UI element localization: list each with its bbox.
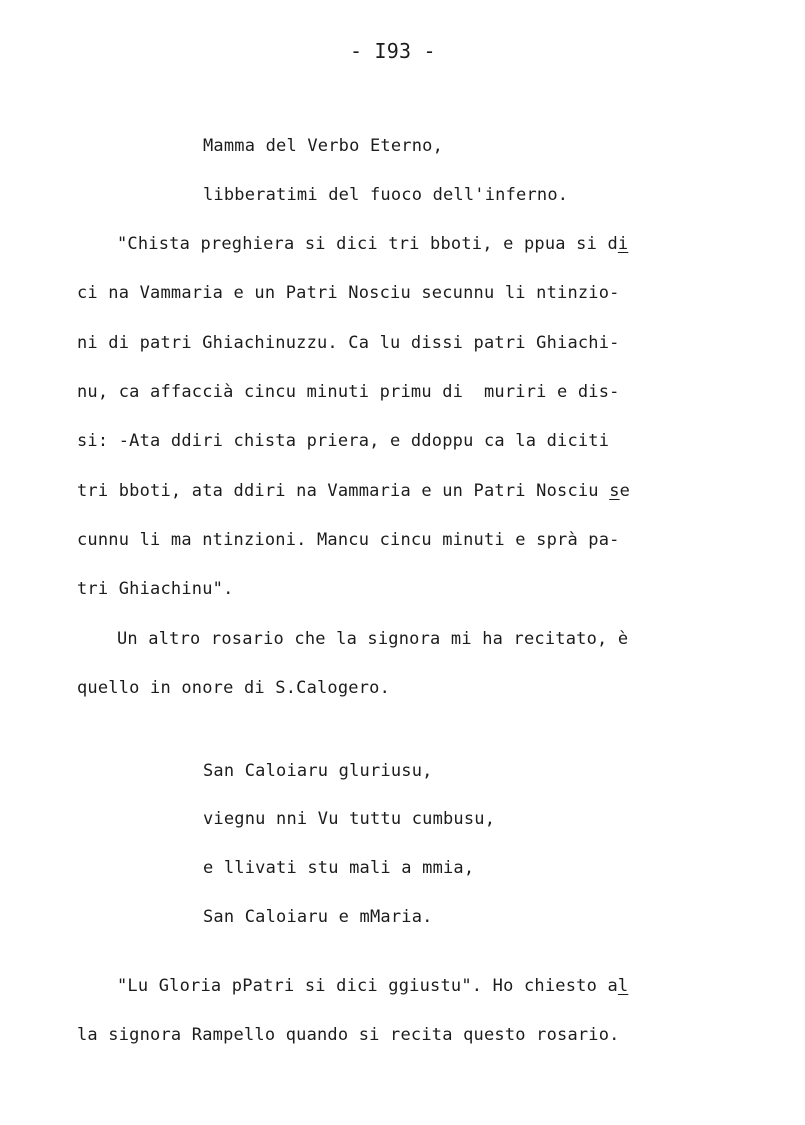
- para1-line-6-underlined: s: [609, 481, 620, 501]
- para1-line-4: nu, ca affaccià cincu minuti primu di muriri e dis-: [77, 382, 620, 402]
- para1-line-7: cunnu li ma ntinzioni. Mancu cincu minuti e sprà pa-: [77, 530, 620, 550]
- verse1-line-1: Mamma del Verbo Eterno,: [203, 136, 444, 156]
- para1-line-1: [117, 233, 628, 255]
- page-number: - I93 -: [350, 39, 436, 63]
- para3-line-1-underlined: l: [617, 976, 629, 996]
- para1-line-3: ni di patri Ghiachinuzzu. Ca lu dissi patri Ghiachi-: [77, 333, 620, 353]
- verse2-line-4: San Caloiaru e mMaria.: [203, 907, 433, 927]
- para1-line-1-underlined: i: [617, 234, 629, 254]
- para1-line-2: ci na Vammaria e un Patri Nosciu secunnu li ntinzio-: [77, 283, 620, 303]
- para3-line-2: la signora Rampello quando si recita questo rosario.: [77, 1025, 620, 1045]
- para3-line-1-text: "Lu Gloria pPatri si dici ggiustu". Ho chiesto a: [117, 976, 618, 996]
- para1-line-6-text: tri bboti, ata ddiri na Vammaria e un Patri Nosciu: [77, 481, 610, 501]
- para3-line-1: [117, 975, 628, 997]
- para1-line-6: [77, 480, 630, 502]
- para1-line-6-end: e: [619, 481, 631, 501]
- para2-line-2: quello in onore di S.Calogero.: [77, 678, 391, 698]
- para2-line-1: Un altro rosario che la signora mi ha recitato, è: [117, 629, 629, 649]
- verse2-line-3: e llivati stu mali a mmia,: [203, 858, 475, 878]
- para1-line-5: si: -Ata ddiri chista priera, e ddoppu ca la diciti: [77, 431, 610, 451]
- verse2-line-2: viegnu nni Vu tuttu cumbusu,: [203, 809, 496, 829]
- para1-line-1-text: "Chista preghiera si dici tri bboti, e ppua si d: [117, 234, 618, 254]
- verse1-line-2: libberatimi del fuoco dell'inferno.: [203, 185, 569, 205]
- verse2-line-1: San Caloiaru gluriusu,: [203, 761, 433, 781]
- para1-line-8: tri Ghiachinu".: [77, 579, 234, 599]
